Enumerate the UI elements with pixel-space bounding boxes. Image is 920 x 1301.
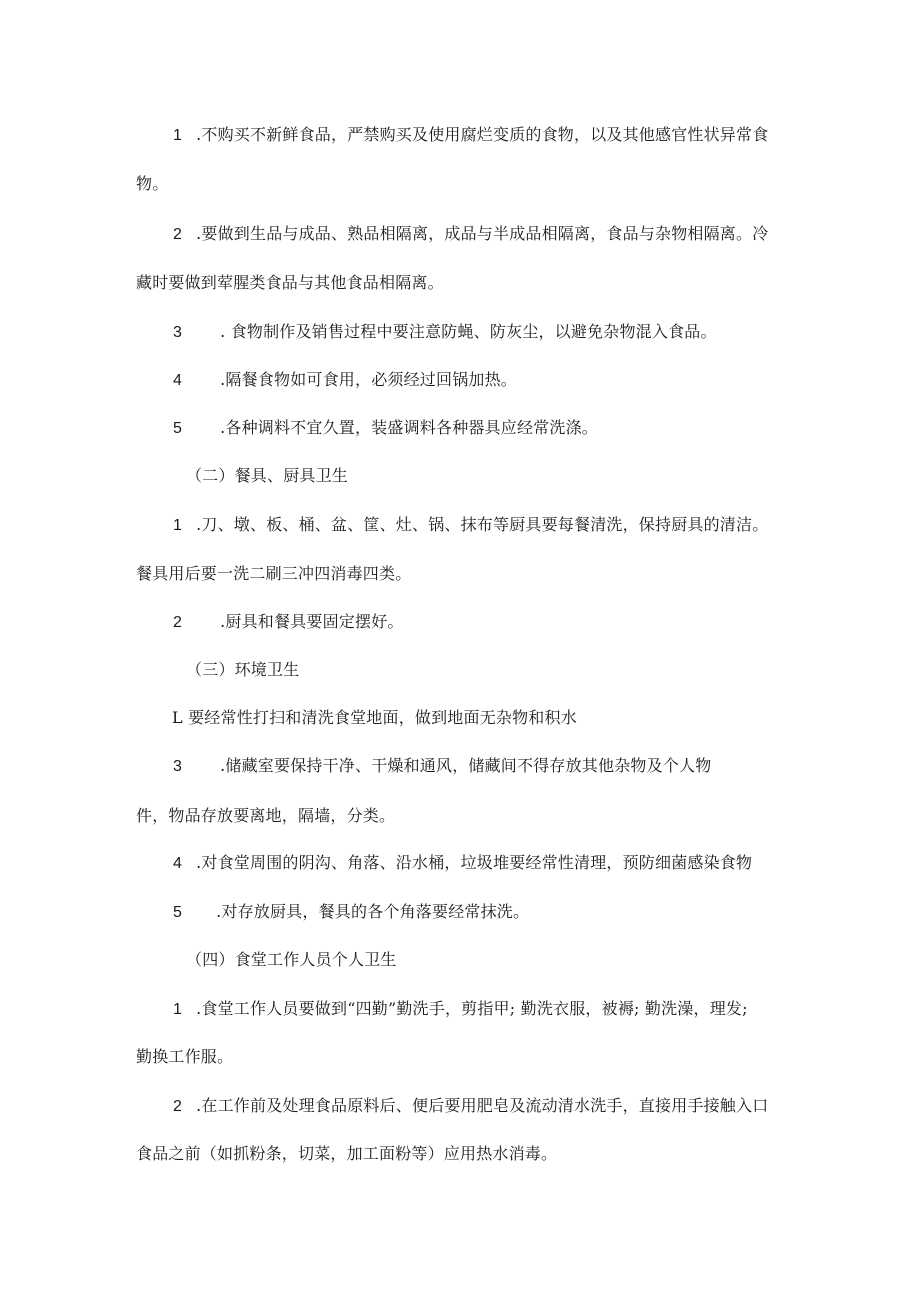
item-text: .在工作前及处理食品原料后、便后要用肥皂及流动清水洗手，直接用手接触入口	[196, 1096, 769, 1115]
item-text: .对存放厨具，餐具的各个角落要经常抹洗。	[216, 902, 530, 921]
item-2-line-1	[173, 224, 768, 245]
item-text: 件，物品存放要离地，隔墙，分类。	[136, 806, 396, 825]
item-text: .储藏室要保持干净、干燥和通风，储藏间不得存放其他杂物及个人物	[220, 756, 712, 775]
heading-text: （三）环境卫生	[186, 660, 300, 679]
tableware-item-1-line-1	[173, 515, 768, 536]
item-number: 4	[173, 855, 183, 872]
item-text: L 要经常性打扫和清洗食堂地面，做到地面无杂物和积水	[172, 708, 577, 727]
item-number: 5	[173, 420, 183, 437]
environment-item-5-line	[173, 902, 529, 923]
item-number: 1	[173, 517, 183, 534]
item-number: 4	[173, 372, 183, 389]
tableware-item-1-line-2	[136, 564, 411, 584]
item-text: .食堂工作人员要做到“四勤”勤洗手，剪指甲; 勤洗衣服，被褥; 勤洗澡，理发;	[196, 999, 748, 1018]
personal-item-1-line-1	[173, 999, 748, 1020]
heading-text: （四）食堂工作人员个人卫生	[186, 950, 397, 969]
section-heading-personal-hygiene	[186, 950, 397, 970]
item-text: 藏时要做到荤腥类食品与其他食品相隔离。	[136, 273, 444, 292]
item-text: .对食堂周围的阴沟、角落、沿水桶，垃圾堆要经常性清理，预防细菌感染食物	[196, 853, 753, 872]
item-1-line-1	[173, 125, 768, 146]
item-2-line-2	[136, 273, 444, 293]
personal-item-1-line-2	[136, 1047, 233, 1067]
item-number: 2	[173, 226, 183, 243]
item-text: 物。	[136, 174, 169, 193]
item-text: 食品之前（如抓粉条，切菜，加工面粉等）应用热水消毒。	[136, 1144, 558, 1163]
item-text: .刀、墩、板、桶、盆、筐、灶、锅、抹布等厨具要每餐清洗，保持厨具的清洁。	[196, 515, 769, 534]
item-number: 3	[173, 324, 183, 341]
personal-item-2-line-2	[136, 1144, 557, 1164]
item-text: .各种调料不宜久置，装盛调料各种器具应经常洗涤。	[220, 418, 598, 437]
personal-item-2-line-1	[173, 1096, 768, 1117]
item-number: 1	[173, 1001, 183, 1018]
environment-item-3-line-2	[136, 806, 395, 826]
section-heading-environment	[186, 660, 299, 680]
item-number: 2	[173, 1098, 183, 1115]
item-text: 餐具用后要一洗二刷三冲四消毒四类。	[136, 564, 412, 583]
environment-item-3-line-1	[173, 756, 711, 777]
item-text: 勤换工作服。	[136, 1047, 234, 1066]
item-text: . 食物制作及销售过程中要注意防蝇、防灰尘，以避免杂物混入食品。	[220, 322, 717, 341]
environment-item-4-line	[173, 853, 752, 874]
item-number: 2	[173, 614, 183, 631]
item-1-line-2	[136, 174, 168, 194]
item-text: .要做到生品与成品、熟品相隔离，成品与半成品相隔离，食品与杂物相隔离。冷	[196, 224, 769, 243]
item-text: .隔餐食物如可食用，必须经过回锅加热。	[220, 370, 517, 389]
environment-item-1-line	[172, 708, 577, 728]
item-text: .厨具和餐具要固定摆好。	[220, 612, 404, 631]
item-number: 5	[173, 904, 183, 921]
item-text: .不购买不新鲜食品，严禁购买及使用腐烂变质的食物，以及其他感官性状异常食	[196, 125, 769, 144]
item-number: 3	[173, 758, 183, 775]
tableware-item-2-line	[173, 612, 404, 633]
heading-text: （二）餐具、厨具卫生	[186, 466, 349, 485]
section-heading-tableware	[186, 466, 348, 486]
item-5-line	[173, 418, 598, 439]
item-3-line	[173, 322, 717, 343]
item-4-line	[173, 370, 517, 391]
item-number: 1	[173, 127, 183, 144]
